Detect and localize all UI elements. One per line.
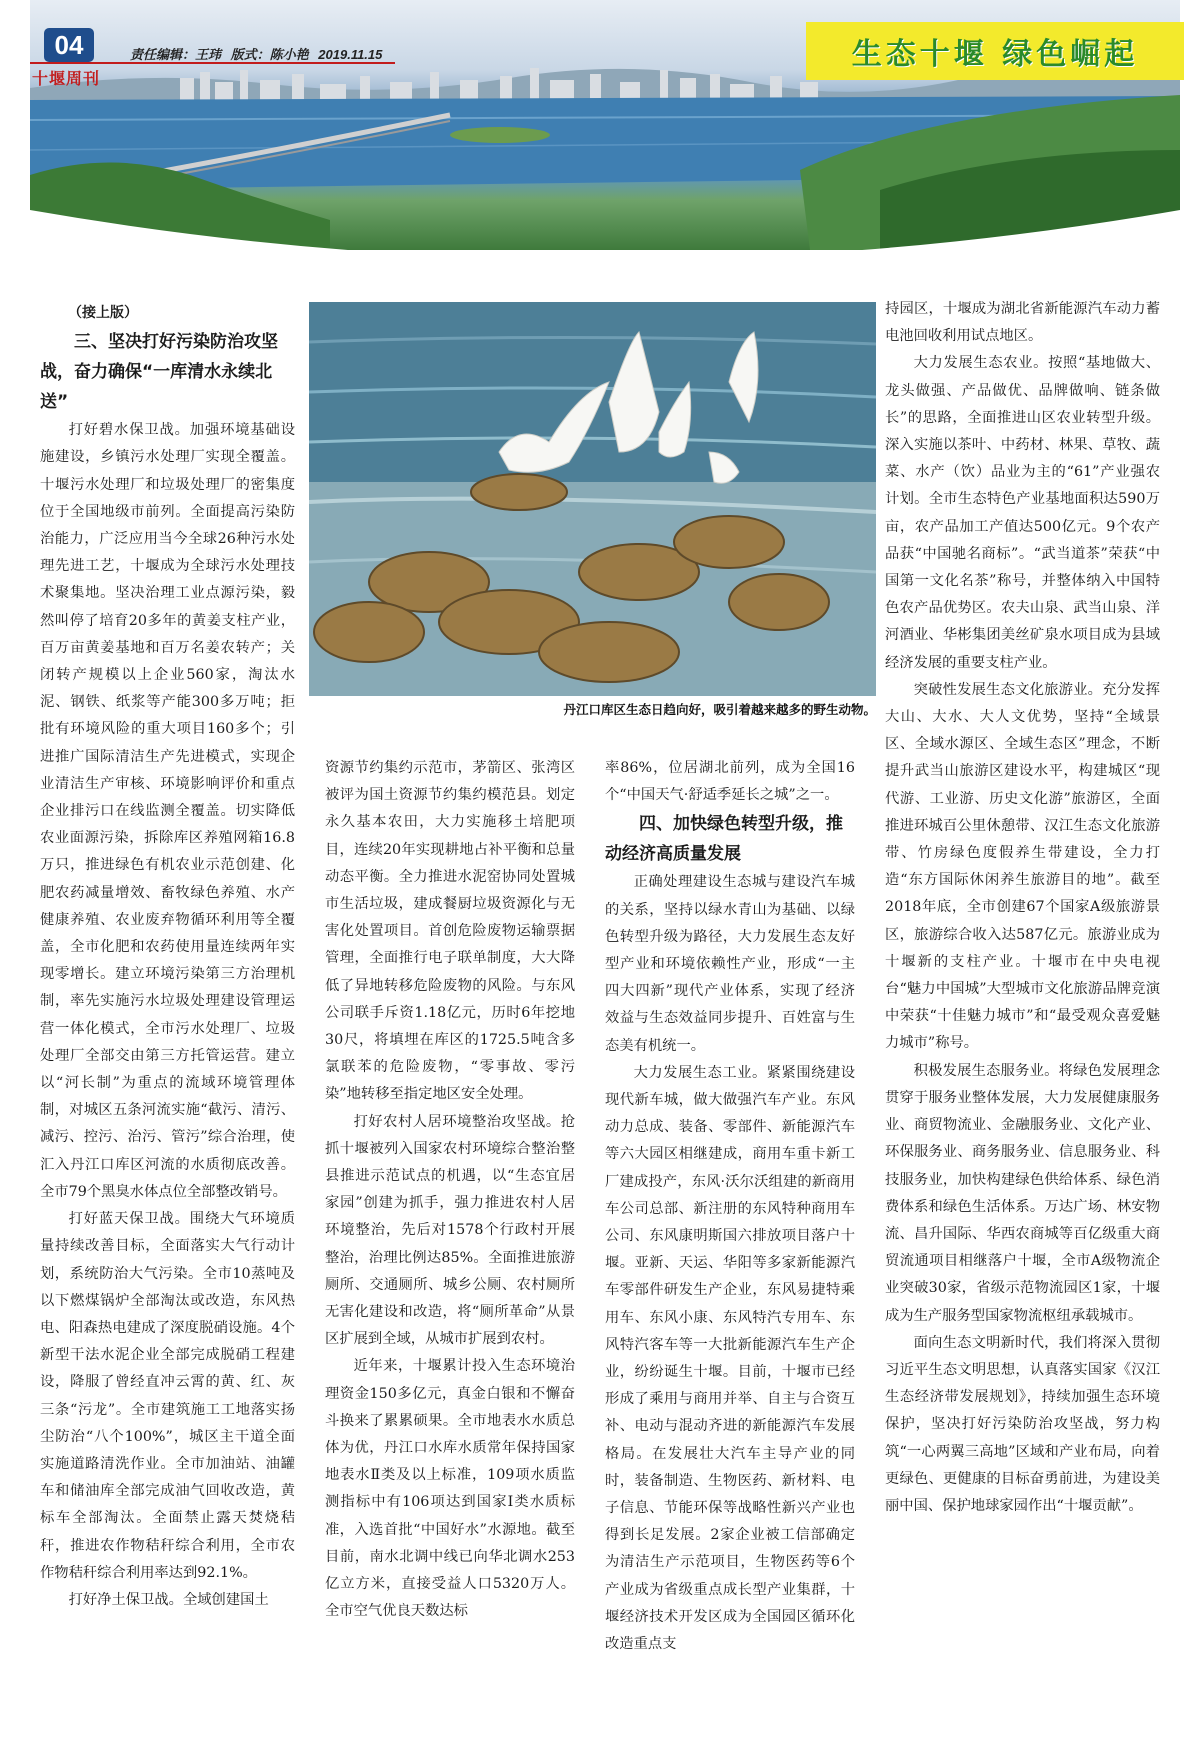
paragraph: 面向生态文明新时代，我们将深入贯彻习近平生态文明思想，认真落实国家《汉江生态经济带发展规划》，持续加强生态环境保护，坚决打好污染防治攻坚战，努力构筑“一心两翼三高地”区域和产业布局，向着更绿色、更健康的目标奋勇前进，为建设美丽中国、保护地球家园作出“十堰贡献”。 xyxy=(885,1334,1160,1514)
section-4-heading: 四、加快绿色转型升级，推动经济高质量发展 xyxy=(605,814,843,865)
masthead xyxy=(0,0,1200,255)
paragraph: 持园区，十堰成为湖北省新能源汽车动力蓄电池回收利用试点地区。 xyxy=(885,301,1160,345)
column-2 xyxy=(325,755,575,1626)
column-4 xyxy=(885,296,1160,1520)
egrets-illustration xyxy=(309,302,876,696)
egrets-photo xyxy=(309,302,876,696)
paragraph: 打好蓝天保卫战。围绕大气环境质量持续改善目标，全面落实大气行动计划，系统防治大气污染。全市10蒸吨及以下燃煤锅炉全部淘汰或改造，东风热电、阳森热电建成了深度脱硝设施。4个新型干法水泥企业全部完成脱硝工程建设，降服了曾经直冲云霄的黄、红、灰三条“污龙”。全市建筑施工工地落实扬尘防治“八个100%”，城区主干道全面实施道路清洗作业。全市加油站、油罐车和储油库全部完成油气回收改造，黄标车全部淘汰。全面禁止露天焚烧秸秆，推进农作物秸秆综合利用，全市农作物秸秆综合利用率达到92.1%。 xyxy=(40,1211,295,1581)
paragraph: 打好净土保卫战。全域创建国土 xyxy=(68,1591,269,1608)
issue-date: 2019.11.15 xyxy=(318,47,383,62)
paragraph: 大力发展生态工业。紧紧围绕建设现代新车城，做大做强汽车产业。东风动力总成、装备、零部件、新能源汽车等六大园区相继建成，商用车重卡新工厂建成投产，东风·沃尔沃组建的新商用车公司总部、新注册的东风特种商用车公司、东风康明斯国六排放项目落户十堰。亚新、天运、华阳等多家新能源汽车零部件研发生产企业，东风易捷特乘用车、东风小康、东风特汽专用车、东风特汽客车等一大批新能源汽车生产企业，纷纷诞生十堰。目前，十堰市已经形成了乘用与商用并举、自主与合资互补、电动与混动齐进的新能源汽车发展格局。在发展壮大汽车主导产业的同时，装备制造、生物医药、新材料、电子信息、节能环保等战略性新兴产业也得到长足发展。2家企业被工信部确定为清洁生产示范项目，生物医药等6个产业成为省级重点成长型产业集群，十堰经济技术开发区成为全国园区循环化改造重点支 xyxy=(605,1064,855,1653)
section-3-heading: 三、坚决打好污染防治攻坚战，奋力确保“一库清水永续北送” xyxy=(40,332,278,413)
paragraph: 大力发展生态农业。按照“基地做大、龙头做强、产品做优、品牌做响、链条做长”的思路，全面推进山区农业转型升级。深入实施以茶叶、中药材、林果、草牧、蔬菜、水产（饮）品业为主的“61”产业强农计划。全市生态特色产业基地面积达590万亩，农产品加工产值达500亿元。9个农产品获“中国驰名商标”。“武当道茶”荣获“中国第一文化名茶”称号，并整体纳入中国特色农产品优势区。农夫山泉、武当山泉、洋河酒业、华彬集团美丝矿泉水项目成为县域经济发展的重要支柱产业。 xyxy=(885,355,1160,671)
paragraph: 资源节约集约示范市，茅箭区、张湾区被评为国土资源节约集约模范县。划定永久基本农田，大力实施移土培肥项目，连续20年实现耕地占补平衡和总量动态平衡。全力推进水泥窑协同处置城市生活垃圾，建成餐厨垃圾资源化与无害化处置项目。首创危险废物运输票据管理，全面推行电子联单制度，大大降低了异地转移危险废物的风险。与东风公司联手斥资1.18亿元，历时6年挖地30尺，将填埋在库区的1725.5吨含多氯联苯的危险废物，“零事故、零污染”地转移至指定地区安全处理。 xyxy=(325,760,575,1103)
photo-caption: 丹江口库区生态日趋向好，吸引着越来越多的野生动物。 xyxy=(563,702,876,717)
page-number: 04 xyxy=(44,28,94,62)
layout-designer: 版式：陈小艳 xyxy=(230,47,309,62)
column-3 xyxy=(605,755,855,1658)
paragraph: 近年来，十堰累计投入生态环境治理资金150多亿元，真金白银和不懈奋斗换来了累累硕果。全市地表水水质总体为优，丹江口水库水质常年保持国家地表水Ⅱ类及以上标准，109项水质监测指标中有106项达到国家Ⅰ类水质标准，入选首批“中国好水”水源地。截至目前，南水北调中线已向华北调水253亿立方米，直接受益人口5320万人。全市空气优良天数达标 xyxy=(325,1358,575,1620)
paragraph: 打好农村人居环境整治攻坚战。抢抓十堰被列入国家农村环境综合整治整县推进示范试点的机遇，以“生态宜居家园”创建为抓手，强力推进农村人居环境整治，先后对1578个行政村开展整治，治理比例达85%。全面推进旅游厕所、交通厕所、城乡公厕、农村厕所无害化建设和改造，将“厕所革命”从景区扩展到全域，从城市扩展到农村。 xyxy=(325,1113,575,1348)
continued-label: （接上版） xyxy=(68,305,138,321)
editor-credits xyxy=(130,44,388,63)
paragraph: 积极发展生态服务业。将绿色发展理念贯穿于服务业整体发展，大力发展健康服务业、商贸物流业、金融服务业、文化产业、环保服务业、商务服务业、信息服务业、科技服务业，加快构建绿色供给体系、绿色消费体系和绿色生活体系。万达广场、林安物流、昌升国际、华西农商城等百亿级重大商贸流通项目相继落户十堰，全市A级物流企业突破30家，省级示范物流园区1家，十堰成为生产服务型国家物流枢纽承载城市。 xyxy=(885,1062,1160,1324)
paragraph: 打好碧水保卫战。加强环境基础设施建设，乡镇污水处理厂实现全覆盖。十堰污水处理厂和垃圾处理厂的密集度位于全国地级市前列。全面提高污染防治能力，广泛应用当今全球26种污水处理先进工艺，十堰成为全球污水处理技术聚集地。坚决治理工业点源污染，毅然叫停了培育20多年的黄姜支柱产业，百万亩黄姜基地和百万名姜农转产；关闭转产规模以上企业560家，淘汰水泥、钢铁、纸浆等产能300多万吨；拒批有环境风险的重大项目160多个；引进推广国际清洁生产先进模式，实现企业清洁生产审核、环境影响评价和重点企业排污口在线监测全覆盖。切实降低农业面源污染，拆除库区养殖网箱16.8万只，推进绿色有机农业示范创建、化肥农药减量增效、畜牧绿色养殖、水产健康养殖、农业废弃物循环利用等全覆盖，全市化肥和农药使用量连续两年实现零增长。建立环境污染第三方治理机制，率先实施污水垃圾处理建设管理运营一体化模式，全市污水处理厂、垃圾处理厂全部交由第三方托管运营。建立以“河长制”为重点的流域环境管理体制，对城区五条河流实施“截污、清污、减污、控污、治污、管污”综合治理，使汇入丹江口库区河流的水质彻底改善。全市79个黑臭水体点位全部整改销号。 xyxy=(40,422,295,1200)
paragraph: 率86%，位居湖北前列，成为全国16个“中国天气·舒适季延长之城”之一。 xyxy=(605,760,855,804)
paragraph: 正确处理建设生态城与建设汽车城的关系，坚持以绿水青山为基础、以绿色转型升级为路径，大力发展生态友好型产业和环境依赖性产业，形成“一主四大四新”现代产业体系，实现了经济效益与生态效益同步提升、百姓富与生态美有机统一。 xyxy=(605,874,855,1054)
slogan: 生态十堰 绿色崛起 xyxy=(851,37,1139,72)
column-1 xyxy=(40,300,295,1614)
paragraph: 突破性发展生态文化旅游业。充分发挥大山、大水、大人文优势，坚持“全域景区、全域水源区、全域生态区”理念，不断提升武当山旅游区建设水平，构建城区“现代游、工业游、历史文化游”旅游区，全面推进环城百公里休憩带、汉江生态文化旅游带、竹房绿色度假养生带建设，全力打造“东方国际休闲养生旅游目的地”。截至2018年底，全市创建67个国家A级旅游景区，旅游综合收入达587亿元。旅游业成为十堰新的支柱产业。十堰市在中央电视台“魅力中国城”大型城市文化旅游品牌竞演中荣获“十佳魅力城市”和“最受观众喜爱魅力城市”称号。 xyxy=(885,681,1160,1052)
slogan-box xyxy=(806,22,1184,80)
paper-name: 十堰周刊 xyxy=(32,69,101,88)
editor: 责任编辑：王玮 xyxy=(130,47,222,62)
